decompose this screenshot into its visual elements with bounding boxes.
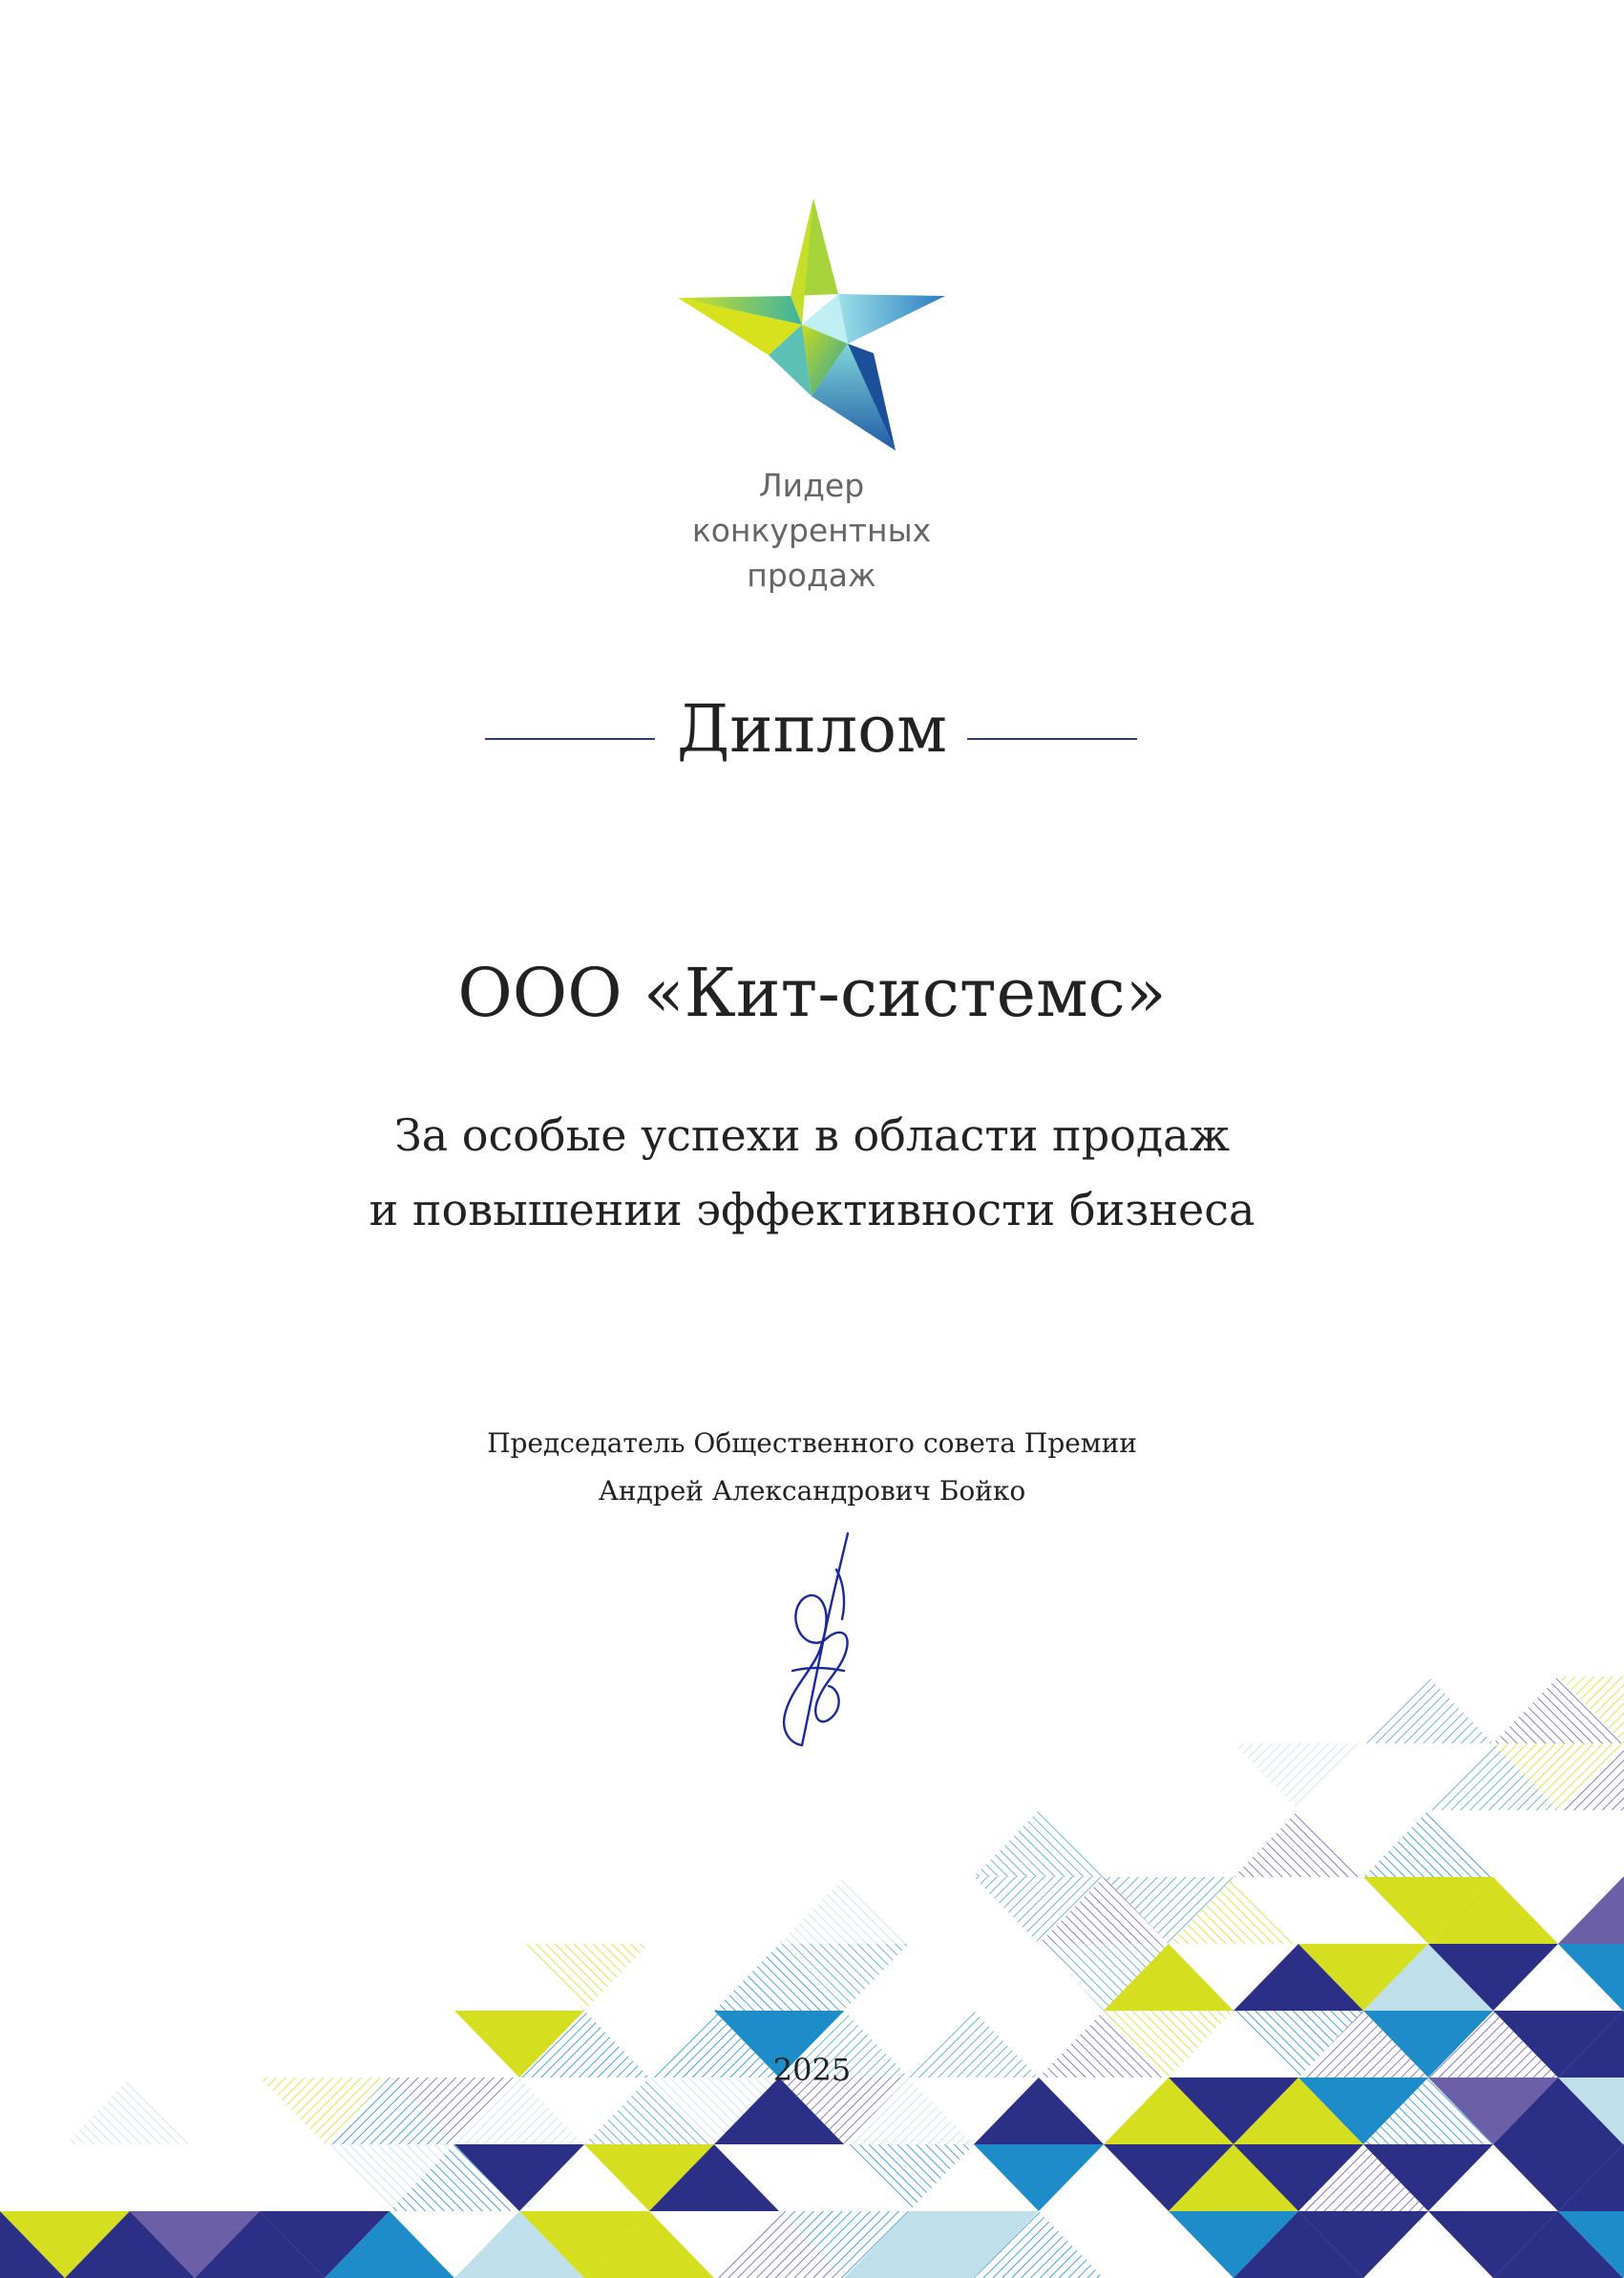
pattern-triangle [1234, 1743, 1363, 1810]
logo-line: Лидер [758, 467, 865, 504]
logo-line: продаж [747, 557, 876, 594]
signer-name: Андрей Александрович Бойко [598, 1475, 1026, 1507]
logo-wordmark [621, 463, 1002, 598]
awardee-company: ООО «Кит-системс» [457, 954, 1167, 1032]
pattern-triangle [974, 2144, 1104, 2211]
logo-line: конкурентных [691, 512, 932, 549]
reason-line: За особые успехи в области продаж [394, 1109, 1230, 1161]
signer-block [0, 1420, 1624, 1515]
reason-line: и повышении эффективности бизнеса [369, 1184, 1255, 1235]
diploma-title: Диплом [677, 692, 947, 768]
star-icon [668, 191, 955, 463]
diploma-heading [0, 692, 1624, 769]
pattern-triangle [519, 1944, 649, 2011]
pattern-triangle [844, 2144, 974, 2211]
pattern-triangle [779, 1877, 909, 1944]
pattern-triangle [1363, 1810, 1493, 1877]
award-year: 2025 [772, 2052, 852, 2088]
signer-position: Председатель Общественного совета Премии [487, 1427, 1137, 1459]
pattern-triangle [1558, 1944, 1624, 2011]
pattern-triangle [1363, 1677, 1493, 1743]
right-divider [967, 738, 1137, 740]
handwritten-signature [764, 1528, 869, 1752]
award-reason [0, 1098, 1624, 1247]
pattern-triangle [1558, 1877, 1624, 1944]
pattern-triangle [974, 1810, 1104, 1877]
pattern-triangle [1234, 1810, 1363, 1877]
